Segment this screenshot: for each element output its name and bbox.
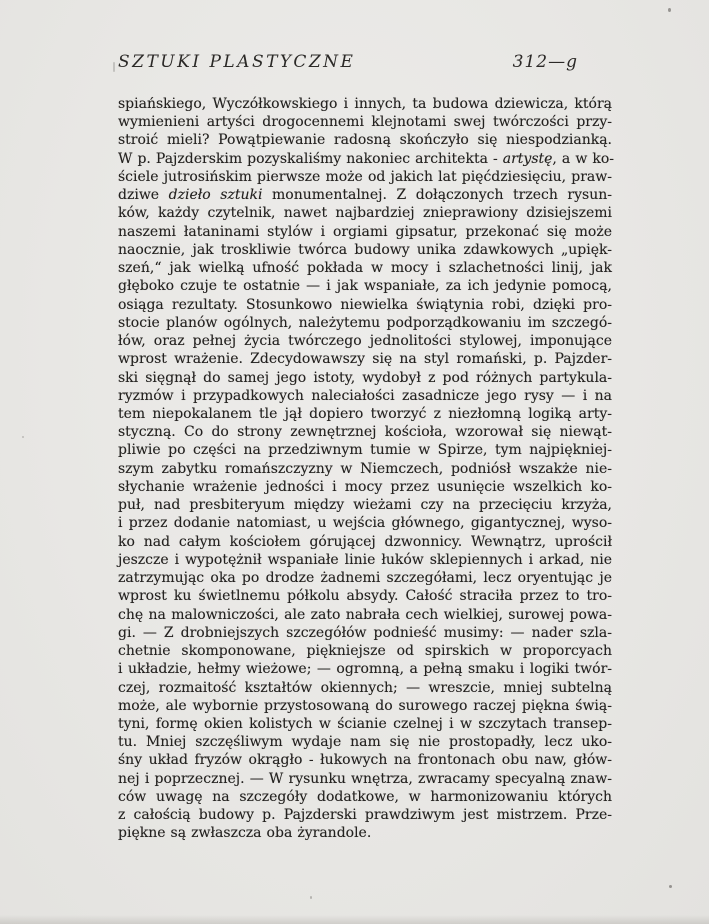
text-line: spiańskiego, Wyczółkowskiego i innych, ta budowa dziewicza, którą [118, 96, 612, 112]
text-line: nej i poprzecznej. — W rysunku wnętrza, zwracamy specyalną znaw- [118, 770, 612, 787]
text-line: styczną. Co do strony zewnętrznej kościoła, wzorował się niewąt- [118, 424, 612, 441]
text-line: piękne są zwłaszcza oba żyrandole. [118, 825, 372, 842]
text-line: szym zabytku romańszczyzny w Niemczech, podniósł wszakże nie- [118, 460, 612, 477]
text-line: głęboko czuje te ostatnie — i jak wspaniałe, za ich jedynie pomocą, [118, 278, 612, 295]
page-header [118, 52, 612, 72]
scan-speck [310, 896, 312, 899]
text-line: osiąga rezultaty. Stosunkowo niewielka świątynia robi, dzięki pro- [118, 296, 612, 313]
text-line: tu. Mniej szczęśliwym wydaje nam się nie prostopadły, lecz uko- [118, 734, 612, 751]
text-line: ryzmów i przypadkowych naleciałości zasadnicze jego rysy — i na [118, 387, 612, 404]
text-line: zatrzymując oka po drodze żadnemi szczegółami, lecz oryentując je [118, 570, 612, 587]
text-line: chę na malowniczości, ale zato nabrała cech wielkiej, surowej powa- [118, 606, 612, 623]
text-line: naocznie, jak troskliwie twórca budowy unika zdawkowych „upięk- [118, 241, 612, 258]
text-line: wprost wrażenie. Zdecydowawszy się na styl romański, p. Pajzder- [118, 351, 612, 368]
scan-speck [113, 62, 115, 72]
text-line: W p. Pajzderskim pozyskaliśmy nakoniec architekta - artystę, a w ko- [118, 150, 614, 167]
text-line: ków, każdy czytelnik, nawet najbardziej znieprawiony dzisiejszemi [118, 205, 612, 222]
scan-speck [669, 885, 672, 888]
text-line: stocie planów ogólnych, należytemu podporządkowaniu im szczegó- [118, 314, 612, 331]
text-line: wymienieni artyści drogocennemi klejnotami swej twórczości przy- [118, 114, 612, 131]
text-line: śny układ fryzów okrągło - łukowych na frontonach obu naw, głów- [118, 752, 612, 769]
text-line: i przez dodanie natomiast, u wejścia głównego, gigantycznej, wyso- [118, 515, 612, 532]
text-line: jeszcze i wypotężnił wspaniałe linie łuków sklepiennych i arkad, nie [118, 551, 612, 568]
text-line: czej, rozmaitość kształtów okiennych; — wreszcie, mniej subtelną [118, 679, 612, 696]
text-line: chetnie skomponowane, piękniejsze od spirskich w proporcyach [118, 643, 612, 660]
text-line: ko nad całym kościołem górującej dzwonnicy. Wewnątrz, uprościł [118, 533, 612, 550]
text-line: dziwe dzieło sztuki monumentalnej. Z dołączonych trzech rysun- [118, 187, 612, 204]
scan-speck [668, 8, 671, 12]
text-line: tyni, formę okien kolistych w ścianie czelnej i w szczytach transep- [118, 715, 612, 732]
text-line: szeń,“ jak wielką ufność pokłada w mocy i szlachetności linij, jak [118, 260, 612, 277]
text-line: z całością budowy p. Pajzderski prawdziwym jest mistrzem. Prze- [118, 807, 612, 824]
scan-speck [22, 436, 24, 438]
text-block [118, 95, 612, 843]
text-line: gi. — Z drobniejszych szczegółów podnieść musimy: — nader szla- [118, 624, 612, 641]
text-line: ski sięgnął do samej jego istoty, wydobył z pod różnych partykula- [118, 369, 612, 386]
text-line: puł, nad presbiteryum między wieżami czy na przecięciu krzyża, [118, 497, 612, 514]
text-line: słychanie wrażenie jedności i mocy przez usunięcie wszelkich ko- [118, 478, 612, 495]
text-line: i układzie, hełmy wieżowe; — ogromną, a pełną smaku i logiki twór- [118, 661, 612, 678]
text-line: może, ale wybornie przystosowaną do surowego raczej piękna świą- [118, 697, 612, 714]
text-line: wprost ku świetlnemu półkolu absydy. Całość straciła przez to tro- [118, 588, 612, 605]
text-line: ców uwagę na szczegóły dodatkowe, w harmonizowaniu których [118, 788, 612, 805]
page-bottom-shadow [0, 915, 709, 924]
text-line: tem niepokalanem tle jął dopiero tworzyć z niezłomną logiką arty- [118, 405, 612, 422]
page-number: 312—g [512, 52, 578, 72]
text-line: łów, oraz pełnej życia twórczego jednolitości stylowej, imponujące [118, 333, 612, 350]
text-line: ściele jutrosińskim pierwsze może od jakich lat pięćdziesięciu, praw- [118, 168, 612, 185]
text-line: naszemi łataninami stylów i orgiami gipsatur, przekonać się może [118, 223, 612, 240]
text-line: stroić mieli? Powątpiewanie radosną skończyło się niespodzianką. [118, 132, 612, 149]
section-title: SZTUKI PLASTYCZNE [118, 52, 356, 72]
text-line: pliwie po części na przedziwnym tumie w Spirze, tym najpiękniej- [118, 442, 612, 459]
